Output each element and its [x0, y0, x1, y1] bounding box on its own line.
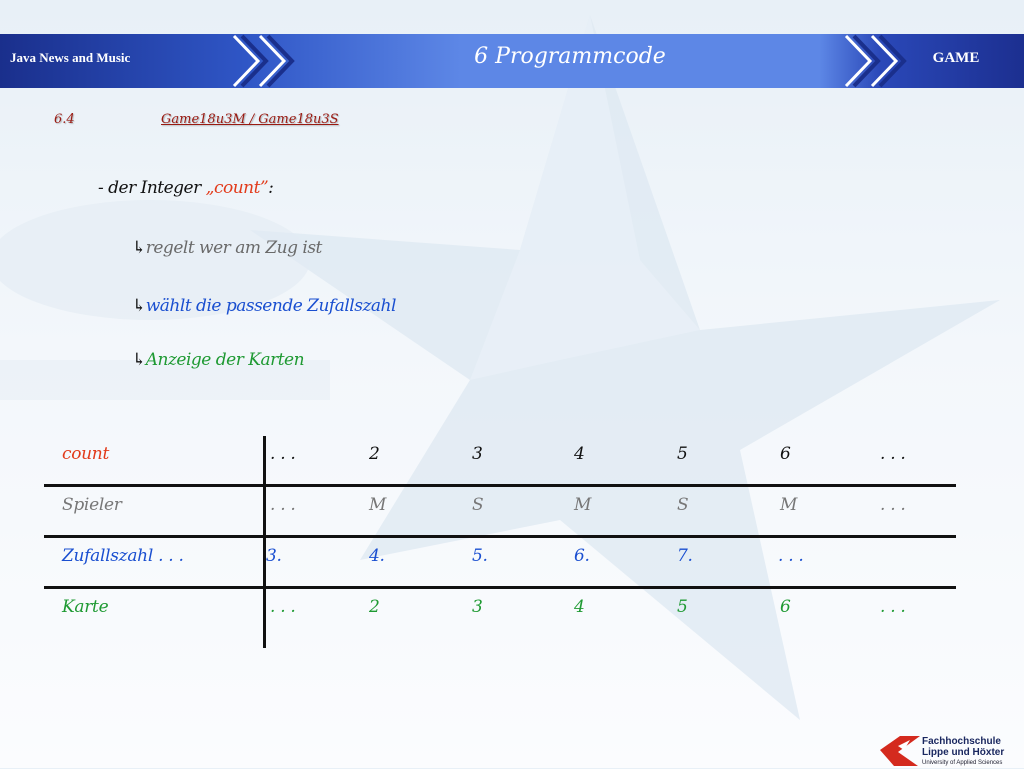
table-cell: 6	[780, 597, 791, 617]
table-row-label: Zufallszahl . . .	[62, 546, 184, 566]
bullet-item	[132, 296, 396, 316]
bullet-text: Anzeige der Karten	[145, 350, 305, 370]
table-cell: 5	[677, 597, 688, 617]
table-cell: . . .	[270, 597, 296, 617]
table-cell: 6	[780, 444, 791, 464]
table-cell: 3	[472, 444, 483, 464]
table-cell: . . .	[778, 546, 804, 566]
table-cell: S	[677, 495, 689, 515]
table-cell: 4	[574, 597, 585, 617]
table-cell: 2	[369, 444, 380, 464]
table-cell: S	[472, 495, 484, 515]
table-row-label: Karte	[62, 597, 109, 617]
table-cell: 4.	[369, 546, 385, 566]
logo-line-1: Fachhochschule	[922, 736, 1001, 747]
table-row-label: count	[62, 444, 109, 464]
double-chevron-icon	[228, 34, 300, 88]
table-cell: 5.	[472, 546, 488, 566]
section-number: 6.4	[54, 112, 75, 127]
table-cell: 2	[369, 597, 380, 617]
header-right-title: GAME	[932, 50, 980, 66]
section-heading	[54, 112, 339, 127]
logo-line-3: University of Applied Sciences	[922, 760, 1003, 766]
table-cell: . . .	[880, 597, 906, 617]
table-cell: . . .	[270, 495, 296, 515]
logo-line-2: Lippe und Höxter	[922, 747, 1005, 758]
table-cell: . . .	[880, 444, 906, 464]
return-arrow-icon: ↳	[132, 238, 146, 258]
table-cell: 3	[472, 597, 483, 617]
integer-prefix: - der Integer	[98, 178, 206, 198]
table-cell: 3.	[266, 546, 282, 566]
table-cell: M	[574, 495, 592, 515]
integer-description	[98, 178, 273, 198]
double-chevron-icon	[840, 34, 912, 88]
table-cell: . . .	[270, 444, 296, 464]
table-row-label: Spieler	[62, 495, 122, 515]
table-cell: 6.	[574, 546, 590, 566]
section-heading-text: Game18u3M / Game18u3S	[161, 112, 339, 127]
table-cell: 5	[677, 444, 688, 464]
table-cell: . . .	[880, 495, 906, 515]
bullet-item	[132, 350, 304, 370]
integer-suffix: :	[268, 178, 274, 198]
page-title: 6 Programmcode	[474, 44, 666, 69]
table-cell: M	[780, 495, 798, 515]
return-arrow-icon: ↳	[132, 350, 146, 370]
integer-keyword: „count”	[205, 178, 269, 198]
university-logo-text	[922, 736, 1004, 769]
table-cell: 4	[574, 444, 585, 464]
bullet-text: wählt die passende Zufallszahl	[145, 296, 396, 316]
bullet-item	[132, 238, 322, 258]
table-cell: 7.	[677, 546, 693, 566]
header-bar	[0, 34, 1024, 88]
table-cell: M	[369, 495, 387, 515]
return-arrow-icon: ↳	[132, 296, 146, 316]
bullet-text: regelt wer am Zug ist	[145, 238, 322, 258]
header-left-title: Java News and Music	[10, 50, 131, 65]
